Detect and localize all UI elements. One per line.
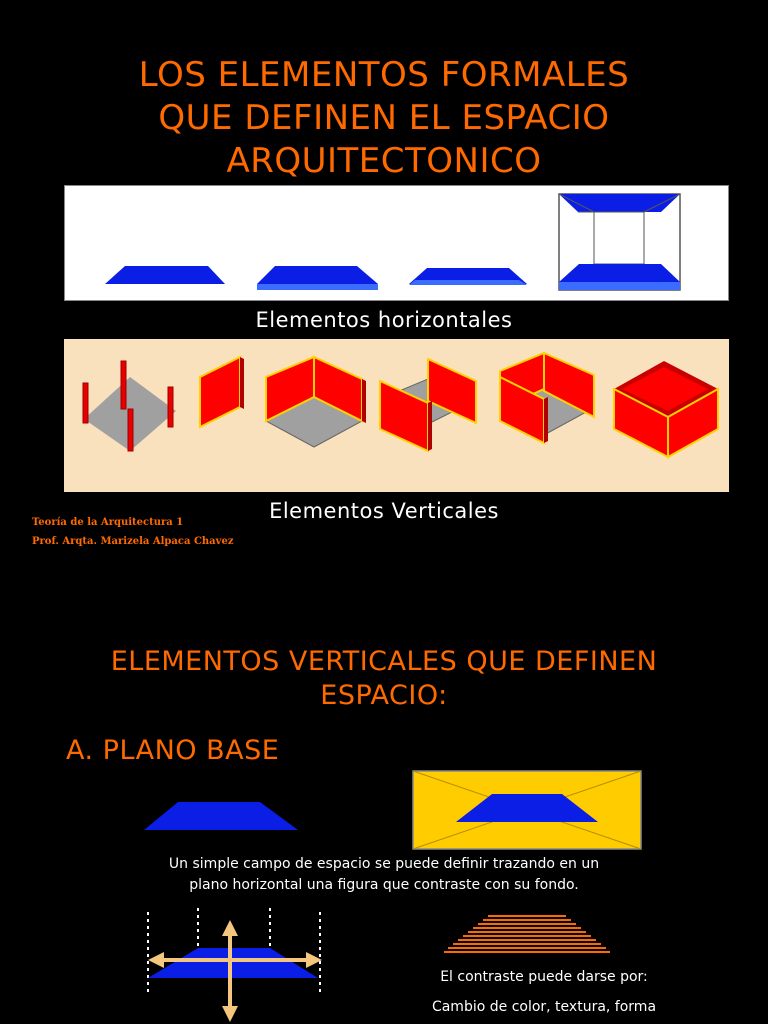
horizontal-elements-illustration	[65, 186, 730, 302]
l-walls-figure	[266, 357, 366, 447]
description-text	[0, 854, 768, 896]
columns-figure	[83, 361, 176, 451]
dimension-arrows-figure	[140, 908, 326, 1024]
description-line-1: Un simple campo de espacio se puede definir trazando en un	[168, 856, 600, 872]
section-title-line-2: ESPACIO:	[320, 680, 448, 711]
base-plane-figure-2	[257, 266, 378, 284]
page-title	[0, 54, 768, 183]
vertical-elements-illustration	[64, 339, 729, 492]
base-plane-figure-2-edge	[257, 284, 378, 290]
base-plane-figure-3-rim	[409, 280, 527, 285]
title-line-1: LOS ELEMENTOS FORMALES	[138, 55, 630, 95]
section-title	[0, 645, 768, 713]
u-walls-figure	[500, 353, 594, 443]
vertical-elements-panel	[64, 339, 729, 492]
base-plane-shape	[140, 798, 302, 834]
horizontal-elements-panel	[64, 185, 729, 301]
section-subheading: A. PLANO BASE	[66, 735, 280, 766]
caption-horizontal: Elementos horizontales	[255, 308, 513, 332]
contrasting-field-figure	[412, 770, 642, 850]
contrast-line-1: El contraste puede darse por:	[440, 969, 648, 985]
title-line-2: QUE DEFINEN EL ESPACIO	[158, 98, 610, 138]
description-line-2: plano horizontal una figura que contraste con su fondo.	[189, 877, 579, 893]
box-inner	[594, 212, 644, 264]
credit-professor: Prof. Arqta. Marizela Alpaca Chavez	[32, 536, 234, 547]
contrast-line-2: Cambio de color, textura, forma	[431, 999, 657, 1015]
title-line-3: ARQUITECTONICO	[226, 141, 542, 181]
parallel-walls-figure	[380, 359, 476, 451]
section-title-line-1: ELEMENTOS VERTICALES QUE DEFINEN	[110, 646, 658, 677]
floor-plane	[559, 264, 680, 282]
contrast-text	[404, 962, 684, 1022]
texture-pattern-figure	[442, 914, 612, 956]
single-wall-figure	[200, 357, 244, 427]
caption-vertical: Elementos Verticales	[269, 499, 499, 523]
base-plane-figure-1	[105, 266, 225, 284]
credit-course: Teoría de la Arquitectura 1	[32, 517, 184, 528]
closed-box-figure	[614, 361, 718, 457]
